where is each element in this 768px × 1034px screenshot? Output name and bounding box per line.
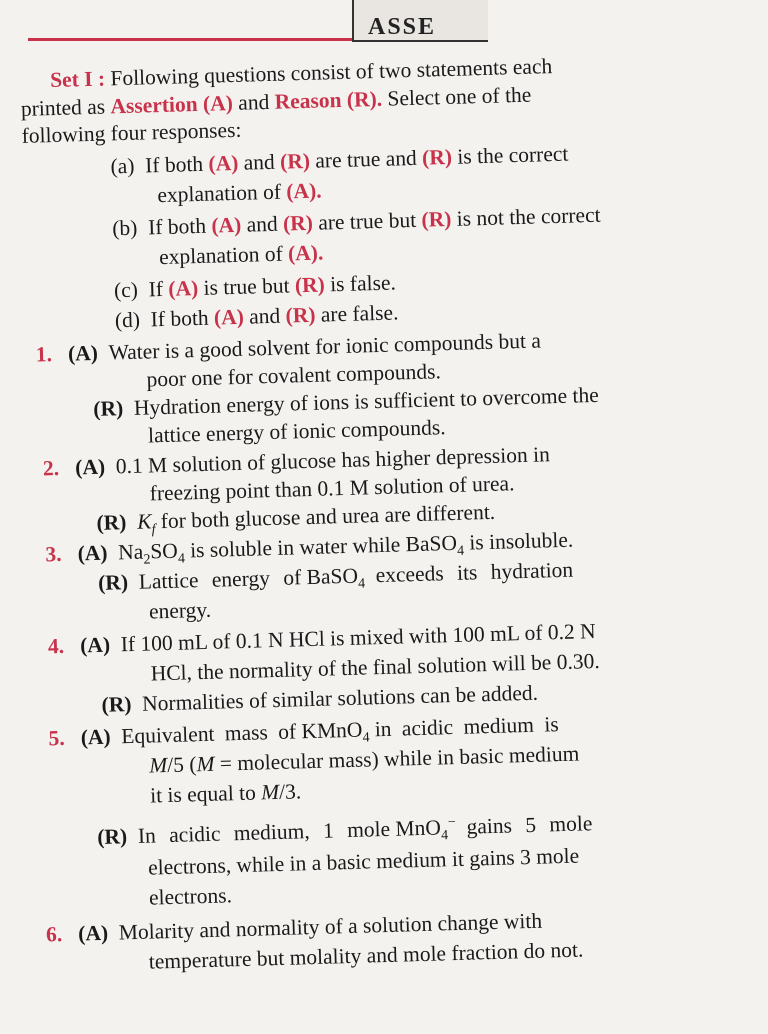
question-5-reason-line-3: electrons. [148, 883, 233, 910]
set-label: Set I : [49, 66, 106, 93]
question-3-reason-line-2: energy. [148, 597, 212, 624]
question-6-assertion-line-2: temperature but molality and mole fraction do not. [148, 937, 584, 974]
question-1-reason-line-2: lattice energy of ionic compounds. [147, 415, 446, 448]
option-d: (d) If both (A) and (R) are false. [114, 300, 399, 333]
option-a-line-2: explanation of (A). [157, 178, 322, 208]
intro-line-1: Set I : Following questions consist of two statements each [49, 54, 553, 93]
option-b: (b) If both (A) and (R) are true but (R) is not the correct [111, 202, 601, 241]
intro-line-3: following four responses: [21, 117, 242, 148]
question-1-reason: (R) Hydration energy of ions is sufficient to overcome the [93, 382, 600, 421]
intro-line-2: printed as Assertion (A) and Reason (R). Select one of the [20, 82, 532, 121]
question-4-assertion-line-2: HCl, the normality of the final solution will be 0.30. [150, 648, 600, 686]
question-5-assertion: 5. (A) Equivalent mass of KMnO$_4$ in acidic medium is [48, 712, 559, 751]
question-5-assertion-line-3: it is equal to M/3. [149, 779, 302, 808]
question-5-reason: (R) In acidic medium, 1 mole MnO$_4$− gains 5 mole [96, 811, 593, 850]
question-1-assertion-line-2: poor one for covalent compounds. [146, 359, 442, 392]
question-5-reason-line-2: electrons, while in a basic medium it gains 3 mole [147, 843, 580, 880]
question-5-assertion-line-2: M/5 (M = molecular mass) while in basic medium [148, 741, 580, 778]
question-2-assertion: 2. (A) 0.1 M solution of glucose has higher depression in [42, 442, 551, 481]
question-2-assertion-line-2: freezing point than 0.1 M solution of urea. [149, 471, 515, 506]
question-4-assertion: 4. (A) If 100 mL of 0.1 N HCl is mixed with 100 mL of 0.2 N [47, 619, 596, 659]
question-6-assertion: 6. (A) Molarity and normality of a solution change with [45, 908, 543, 947]
question-1-assertion: 1. (A) Water is a good solvent for ionic compounds but a [35, 328, 542, 367]
question-2-reason: (R) $K_f$ for both glucose and urea are different. [96, 499, 496, 538]
option-b-line-2: explanation of (A). [158, 240, 324, 270]
option-a: (a) If both (A) and (R) are true and (R) is the correct [110, 141, 569, 179]
header-box-text: ASSE [368, 14, 437, 40]
question-3-reason: (R) Lattice energy of BaSO$_4$ exceeds its hydration [97, 557, 574, 595]
option-c: (c) If (A) is true but (R) is false. [113, 270, 397, 303]
question-3-assertion: 3. (A) $Na_2SO_4$ is soluble in water while BaSO$_4$ is insoluble. [45, 527, 574, 568]
question-4-reason: (R) Normalities of similar solutions can be added. [101, 680, 539, 717]
